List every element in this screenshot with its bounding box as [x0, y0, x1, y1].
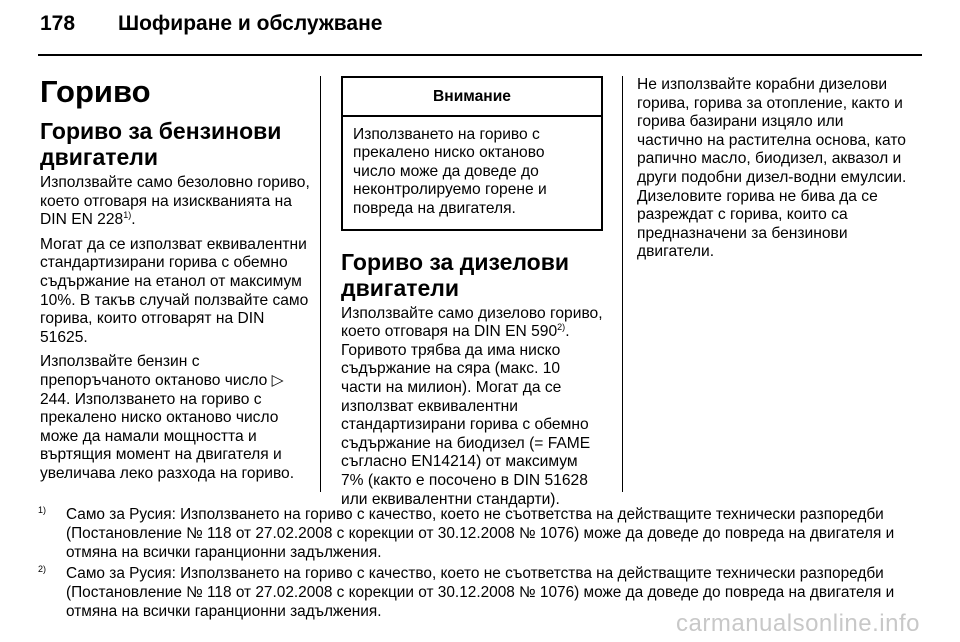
diesel-warning-paragraph: Не използвайте корабни дизелови горива, горива за отопление, както и горива базирани изцяло или частично на растителна основа, като рапично масло, биодизел, аквазол и други подобни дизел-водни емулсии. Дизеловите горива не бива да се разреждат с горива, които са предназначени за бензинови двигатели. — [637, 76, 907, 261]
column-divider — [622, 76, 623, 492]
page-number: 178 — [40, 12, 76, 35]
page-ref-link[interactable]: 244 — [40, 390, 67, 408]
petrol-paragraph-3: Използвайте бензин с препоръчаното октаново число ▷244. Използването на гориво с прекалено ниско октаново число може да намали мощността и въртящия момент на двигателя и увеличава леко разхода на гориво. — [40, 353, 295, 482]
petrol-paragraph-1: Използвайте само безоловно гориво, което отговаря на изискванията на DIN EN 228$^{1)}$. — [40, 174, 310, 229]
diesel-heading: Гориво за дизелови двигатели — [341, 248, 570, 301]
petrol-paragraph-2: Могат да се използват еквивалентни стандартизирани горива с обемно съдържание на етанол от максимум 10%. В такъв случай ползвайте само горива, които отговарят на DIN 51625. — [40, 235, 309, 346]
footnote-2: 2) Само за Русия: Използването на гориво с качество, което не съответства на действащите технически разпоредби (Постановление № 118 от 27.02.2008 с корекции от 30.12.2008 № 1076) може да доведе до повреда на двигателя и отмяна на всички гаранционни задължения. — [38, 564, 895, 620]
page-title: Гориво — [40, 74, 151, 109]
right-column — [637, 76, 907, 268]
column-divider — [320, 76, 321, 492]
watermark: carmanualsonline.info — [676, 610, 920, 637]
header-rule — [38, 54, 922, 56]
section-title: Шофиране и обслужване — [118, 12, 383, 35]
page-header — [40, 12, 382, 36]
petrol-heading: Гориво за бензинови двигатели — [40, 118, 282, 170]
page-ref-arrow-icon: ▷ — [271, 371, 284, 389]
warning-title: Внимание — [343, 78, 601, 117]
middle-column — [341, 76, 603, 515]
left-column — [40, 74, 310, 490]
diesel-paragraph: Използвайте само дизелово гориво, което отговаря на DIN EN 590$^{2)}$. Горивото трябва да има ниско съдържание на сяра (макс. 10 части на милион). Могат да се използват еквивалентни стандартизирани горива с обемно съдържание на биодизел (= FAME съгласно EN14214) от максимум 7% (както е посочено в DIN 51628 или еквивалентни стандарти). — [341, 304, 603, 508]
warning-text: Използването на гориво с прекалено ниско октаново число може да доведе до неконтролируемо горене и повреда на двигателя. — [353, 125, 547, 217]
warning-box — [341, 76, 603, 231]
footnote-1: 1) Само за Русия: Използването на гориво с качество, което не съответства на действащите технически разпоредби (Постановление № 118 от 27.02.2008 с корекции от 30.12.2008 № 1076) може да доведе до повреда на двигателя и отмяна на всички гаранционни задължения. — [38, 505, 895, 561]
footnotes — [38, 505, 920, 623]
